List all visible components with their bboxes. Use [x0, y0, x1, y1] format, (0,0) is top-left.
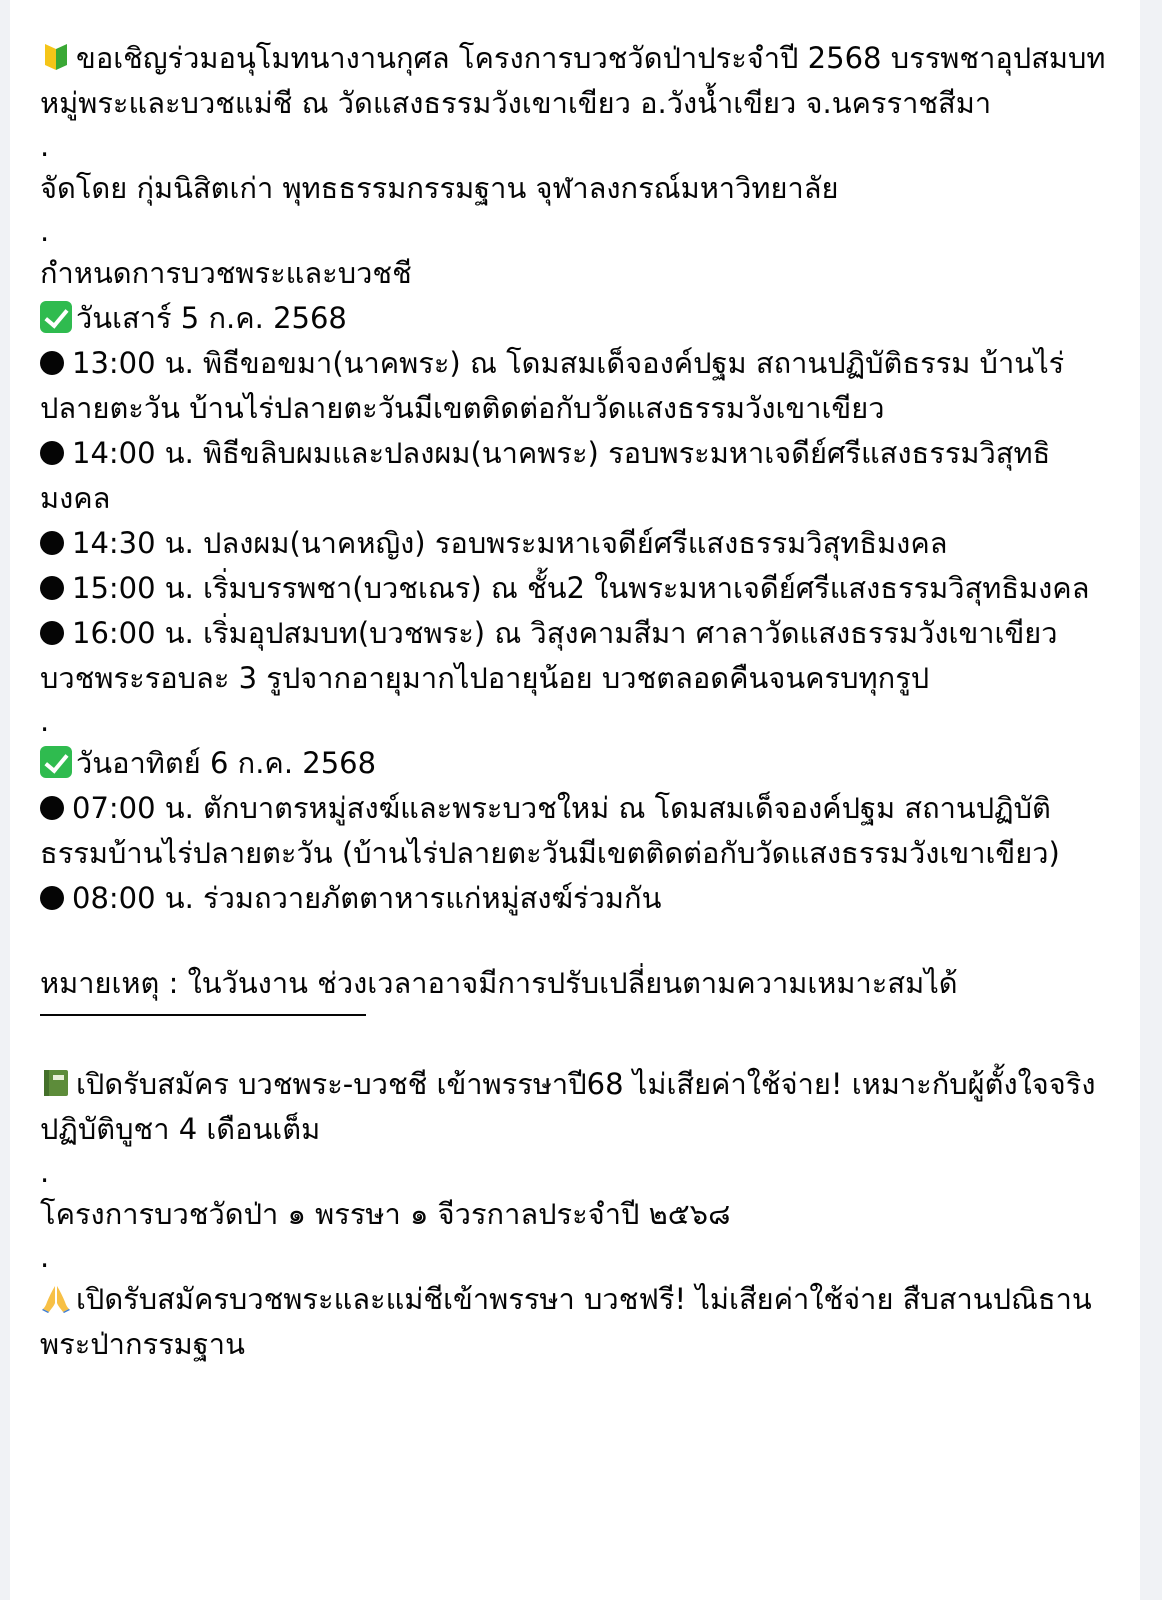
- bullet-icon: [40, 886, 64, 910]
- invite-text: เปิดรับสมัครบวชพระและแม่ชีเข้าพรรษา บวชฟรี! ไม่เสียค่าใช้จ่าย สืบสานปณิธานพระป่ากรรมฐาน: [40, 1282, 1092, 1361]
- invite-paragraph: [40, 1277, 1110, 1367]
- schedule-item-text: 14:30 น. ปลงผม(นาคหญิง) รอบพระมหาเจดีย์ศรีแสงธรรมวิสุทธิมงคล: [72, 526, 948, 560]
- beginner-symbol-icon: [40, 41, 72, 73]
- schedule-item: [40, 786, 1110, 876]
- spacer: [40, 921, 1110, 961]
- day1-title: วันเสาร์ 5 ก.ค. 2568: [76, 301, 347, 335]
- schedule-item: [40, 611, 1110, 701]
- check-mark-icon: [40, 746, 72, 778]
- note-text: หมายเหตุ : ในวันงาน ช่วงเวลาอาจมีการปรับเปลี่ยนตามความเหมาะสมได้: [40, 966, 958, 1000]
- separator-dot: .: [40, 1155, 50, 1189]
- intro-text: ขอเชิญร่วมอนุโมทนางานกุศล โครงการบวชวัดป่าประจำปี 2568 บรรพชาอุปสมบทหมู่พระและบวชแม่ชี ณ วัดแสงธรรมวังเขาเขียว อ.วังน้ำเขียว จ.นครราชสีมา: [40, 41, 1106, 120]
- separator-dot: .: [40, 214, 50, 248]
- schedule-item: [40, 876, 1110, 921]
- folded-hands-icon: [40, 1282, 72, 1314]
- check-mark-icon: [40, 301, 72, 333]
- schedule-item-text: 13:00 น. พิธีขอขมา(นาคพระ) ณ โดมสมเด็จองค์ปฐม สถานปฏิบัติธรรม บ้านไร่ปลายตะวัน บ้านไร่ปลายตะวันมีเขตติดต่อกับวัดแสงธรรมวังเขาเขียว: [40, 346, 1065, 425]
- schedule-item-text: 15:00 น. เริ่มบรรพชา(บวชเณร) ณ ชั้น2 ในพระมหาเจดีย์ศรีแสงธรรมวิสุทธิมงคล: [72, 571, 1090, 605]
- bullet-icon: [40, 351, 64, 375]
- schedule-item-text: 08:00 น. ร่วมถวายภัตตาหารแก่หมู่สงฆ์ร่วมกัน: [72, 881, 662, 915]
- schedule-item: [40, 341, 1110, 431]
- separator-dot: .: [40, 1240, 50, 1274]
- spacer: [40, 1022, 1110, 1062]
- project-line: โครงการบวชวัดป่า ๑ พรรษา ๑ จีวรกาลประจำปี ๒๕๖๘: [40, 1197, 731, 1231]
- bullet-icon: [40, 796, 64, 820]
- bullet-icon: [40, 531, 64, 555]
- green-book-icon: [40, 1067, 72, 1099]
- schedule-item-text: 14:00 น. พิธีขลิบผมและปลงผม(นาคพระ) รอบพระมหาเจดีย์ศรีแสงธรรมวิสุทธิมงคล: [40, 436, 1051, 515]
- organizer-text: จัดโดย กุ่มนิสิตเก่า พุทธธรรมกรรมฐาน จุฬาลงกรณ์มหาวิทยาลัย: [40, 171, 839, 205]
- post-body: [40, 36, 1110, 1367]
- day2-heading: [40, 741, 1110, 786]
- bullet-icon: [40, 441, 64, 465]
- separator-dot: .: [40, 129, 50, 163]
- bullet-icon: [40, 621, 64, 645]
- schedule-heading: กำหนดการบวชพระและบวชชี: [40, 256, 412, 290]
- bullet-icon: [40, 576, 64, 600]
- schedule-item-text: 16:00 น. เริ่มอุปสมบท(บวชพระ) ณ วิสุงคามสีมา ศาลาวัดแสงธรรมวังเขาเขียว บวชพระรอบละ 3 รูปจากอายุมากไปอายุน้อย บวชตลอดคืนจนครบทุกรูป: [40, 616, 1058, 695]
- intro-paragraph: [40, 36, 1110, 126]
- schedule-item: [40, 431, 1110, 521]
- post-card: [10, 0, 1140, 1600]
- day2-title: วันอาทิตย์ 6 ก.ค. 2568: [76, 746, 377, 780]
- registration-text: เปิดรับสมัคร บวชพระ-บวชชี เข้าพรรษาปี68 ไม่เสียค่าใช้จ่าย! เหมาะกับผู้ตั้งใจจริง ปฏิบัติบูชา 4 เดือนเต็ม: [40, 1067, 1096, 1146]
- schedule-item: [40, 566, 1110, 611]
- registration-paragraph: [40, 1062, 1110, 1152]
- schedule-item-text: 07:00 น. ตักบาตรหมู่สงฆ์และพระบวชใหม่ ณ โดมสมเด็จองค์ปฐม สถานปฏิบัติธรรมบ้านไร่ปลายตะวัน (บ้านไร่ปลายตะวันมีเขตติดต่อกับวัดแสงธรรมวังเขาเขียว): [40, 791, 1060, 870]
- separator-dot: .: [40, 704, 50, 738]
- day1-heading: [40, 296, 1110, 341]
- schedule-item: [40, 521, 1110, 566]
- divider-line: [40, 1014, 366, 1016]
